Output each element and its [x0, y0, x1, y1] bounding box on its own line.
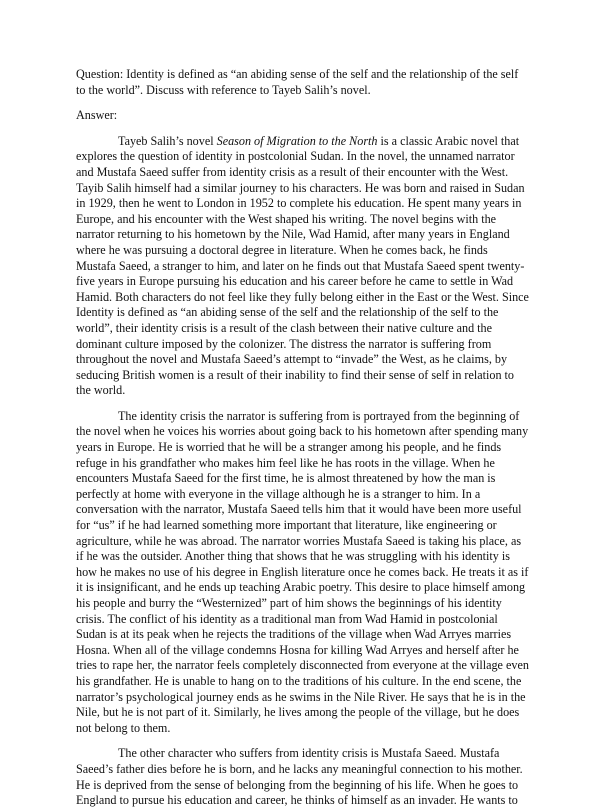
novel-title: Season of Migration to the North	[216, 133, 378, 148]
paragraph-1-intro: Tayeb Salih’s novel	[118, 133, 217, 148]
paragraph-3: The other character who suffers from identity crisis is Mustafa Saeed. Mustafa Saeed’s father dies before he is born, and he lacks any meaningful connection to his mother. He is deprived from the sense of belonging from the beginning of his life. When he goes to England to pursue his education and career, he thinks of himself as an invader. He wants to	[76, 746, 523, 808]
paragraph-2: The identity crisis the narrator is suffering from is portrayed from the beginning of the novel when he voices his worries about going back to his hometown after spending many years in Europe. He is worried that he will be a stranger among his people, and he finds refuge in his grandfather who makes him feel like he has roots in the village. When he encounters Mustafa Saeed for the first time, he is almost threatened by how the man is perfectly at home with everyone in the village although he is a stranger to him. In a conversation with the narrator, Mustafa Saeed tells him that it would have been more useful for “us” if he had learned something more important that literature, like engineering or agriculture, while he was abroad. The narrator worries Mustafa Saeed is taking his place, as if he was the outsider. Another thing that shows that he was struggling with his identity is how he makes no use of his degree in English literature once he comes back. He treats it as if it is insignificant, and he ends up teaching Arabic poetry. This desire to place himself among his people and burry the “Westernized” part of him shows the beginnings of his identity crisis. The conflict of his identity as a traditional man from Wad Hamid in postcolonial Sudan is at its peak when he rejects the traditions of the village when Wad Arryes marries Hosna. When all of the village condemns Hosna for killing Wad Arryes and herself after he tries to rape her, the narrator feels completely disconnected from everyone at the village even his grandfather. He is unable to hang on to the traditions of his culture. In the end scene, the narrator’s psychological journey ends as he swims in the Nile River. He says that he is in the Nile, but he is not part of it. Similarly, he lives among the people of the village, but he does not belong to them.	[76, 408, 529, 735]
paragraph-1-body: is a classic Arabic novel that explores the question of identity in postcolonial Sudan. In the novel, the unnamed narrator and Mustafa Saeed suffer from identity crisis as a result of their encounter with the West. Tayib Salih himself had a similar journey to his characters. He was born and raised in Sudan in 1929, then he went to London in 1952 to complete his education. He spent many years in Europe, and his encounter with the West shaped his writing. The novel begins with the narrator returning to his hometown by the Nile, Wad Hamid, after many years in England where he was pursuing a doctoral degree in literature. When he comes back, he finds Mustafa Saeed, a stranger to him, and later on he finds out that Mustafa Saeed spent twenty-five years in Europe pursuing his education and his career before he came to settle in Wad Hamid. Both characters do not feel like they fully belong either in the East or the West. Since Identity is defined as “an abiding sense of the self and the relationship of the self to the world”, their identity crisis is a result of the clash between their native culture and the dominant culture imposed by the colonizer. The distress the narrator is suffering from throughout the novel and Mustafa Saeed’s attempt to “invade” the West, as he claims, by seducing British women is a result of their inability to find their sense of self in relation to the world.	[76, 133, 529, 398]
answer-label: Answer:	[76, 108, 118, 123]
paragraph-1	[76, 134, 530, 399]
question-text: Question: Identity is defined as “an abiding sense of the self and the relationship of the self to the world”. Discuss with reference to Tayeb Salih’s novel.	[76, 67, 519, 97]
